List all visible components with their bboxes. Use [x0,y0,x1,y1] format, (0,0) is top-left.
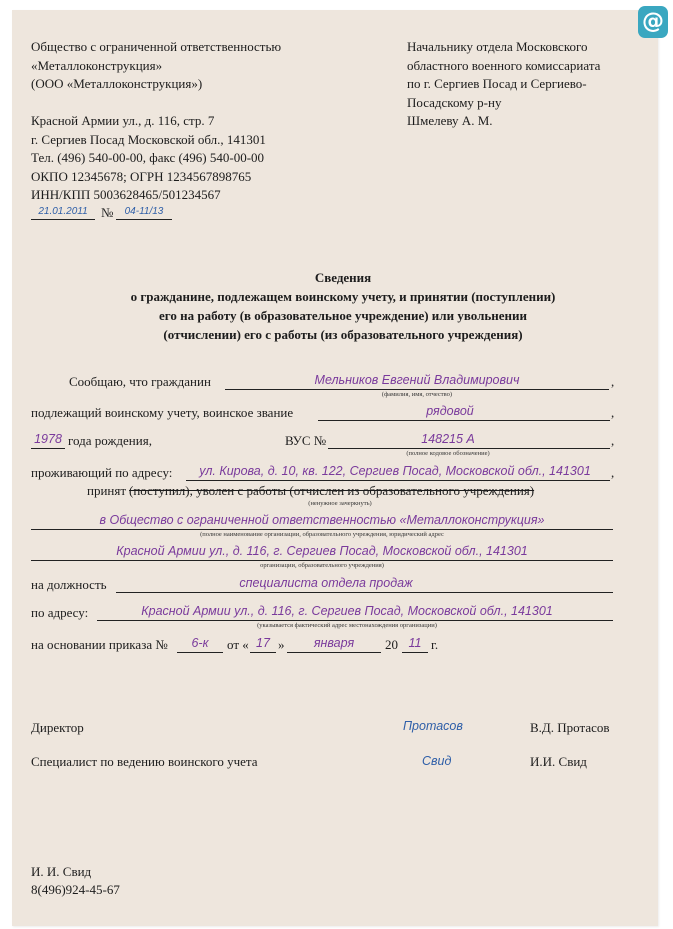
order-from-label: от « [227,637,249,652]
recipient-line: областного военного комиссариата [407,57,601,73]
order-year-prefix: 20 [385,637,398,652]
accepted-hint: (ненужное зачеркнуть) [308,500,372,507]
comma: , [611,405,615,420]
order-year-suffix: г. [431,637,439,652]
position-value: специалиста отдела продаж [239,576,413,590]
birth-year-underline [31,448,65,449]
org-address-hint: организации, образовательного учреждения) [260,562,384,569]
sender-address-line: ИНН/КПП 5003628465/501234567 [31,187,221,202]
org-value: в Общество с ограниченной ответственностью «Металлоконструкция» [99,513,545,527]
order-month: января [313,636,355,650]
director-label: Директор [31,720,84,735]
citizen-name: Мельников Евгений Владимирович [314,373,520,387]
address-value: ул. Кирова, д. 10, кв. 122, Сергиев Посад, Московской обл., 141301 [199,464,591,478]
work-address-hint: (указывается фактический адрес местонахождения организации) [257,622,437,629]
org-address-underline [31,560,613,561]
order-year: 11 [408,636,422,650]
number-underline [116,219,172,220]
sender-address-line: Тел. (496) 540-00-00, факс (496) 540-00-00 [31,150,265,165]
sender-line: «Металлоконструкция» [31,57,163,73]
order-quote: » [278,637,285,652]
sender-line: Общество с ограниченной ответственностью [31,39,282,54]
title-line: о гражданине, подлежащем воинскому учету, и принятии (поступлении) [130,289,556,304]
order-number-underline [177,652,223,653]
outgoing-number: 04-11/13 [124,206,164,217]
work-address-label: по адресу: [31,605,89,620]
recipient-line: Посадскому р-ну [407,94,502,110]
vus-underline [328,448,610,449]
birth-year-value: 1978 [34,432,62,446]
order-day-underline [250,652,276,653]
vus-hint: (полное кодовое обозначение) [406,450,490,457]
rank-label: подлежащий воинскому учету, воинское звание [31,405,294,420]
recipient-line: по г. Сергиев Посад и Сергиево- [407,76,587,91]
sender-address-line: Красной Армии ул., д. 116, стр. 7 [31,113,215,128]
org-underline [31,529,613,530]
director-signature: Протасов [403,719,463,733]
work-address-value: Красной Армии ул., д. 116, г. Сергиев Посад, Московской обл., 141301 [141,604,553,618]
recipient-block [407,38,600,131]
at-sign-logo-icon: @ [642,9,664,34]
comma: , [611,374,615,389]
org-hint: (полное наименование организации, образовательного учреждения, юридический адрес [200,531,444,538]
specialist-signature: Свид [422,754,452,768]
sender-address-line: г. Сергиев Посад Московской обл., 141301 [31,131,266,147]
title-line: его на работу (в образовательное учреждение) или увольнении [159,308,527,323]
accepted-struck-options: (поступил), уволен с работы (отчислен из образовательного учреждения) [129,483,535,498]
recipient-line: Шмелеву А. М. [407,113,493,128]
number-sign: № [101,205,114,220]
rank-value: рядовой [426,404,474,418]
sender-address-block [31,112,266,205]
site-logo[interactable] [638,6,668,38]
specialist-name: И.И. Свид [530,754,587,769]
director-name: В.Д. Протасов [530,720,610,735]
order-number: 6-к [191,636,209,650]
document-title [60,268,626,344]
vus-label: ВУС № [285,433,327,448]
recipient-line: Начальнику отдела Московского [407,39,588,54]
footer-name: И. И. Свид [31,864,92,879]
date-underline [31,219,95,220]
comma: , [611,433,615,448]
address-label: проживающий по адресу: [31,465,173,480]
position-underline [116,592,613,593]
citizen-underline [225,389,609,390]
citizen-label: Сообщаю, что гражданин [69,374,211,389]
comma: , [611,465,615,480]
order-month-underline [287,652,381,653]
order-year-underline [402,652,428,653]
work-address-underline [97,620,613,621]
birth-year-label: года рождения, [68,433,152,448]
title-line: Сведения [314,270,372,285]
outgoing-date: 21.01.2011 [38,206,88,217]
footer-phone: 8(496)924-45-67 [31,882,120,897]
org-address-value: Красной Армии ул., д. 116, г. Сергиев Посад, Московской обл., 141301 [116,544,528,558]
position-label: на должность [31,577,107,592]
order-day: 17 [256,636,270,650]
sender-line: (ООО «Металлоконструкция») [31,76,203,91]
address-underline [186,480,610,481]
order-label: на основании приказа № [31,637,168,652]
citizen-hint: (фамилия, имя, отчество) [381,391,453,398]
rank-underline [318,420,610,421]
sender-block [31,38,281,94]
specialist-label: Специалист по ведению воинского учета [31,754,258,769]
title-line: (отчислении) его с работы (из образовательного учреждения) [163,327,523,342]
sender-address-line: ОКПО 12345678; ОГРН 1234567898765 [31,168,252,184]
accepted-label: принят [87,483,127,498]
vus-value: 148215 А [421,432,475,446]
